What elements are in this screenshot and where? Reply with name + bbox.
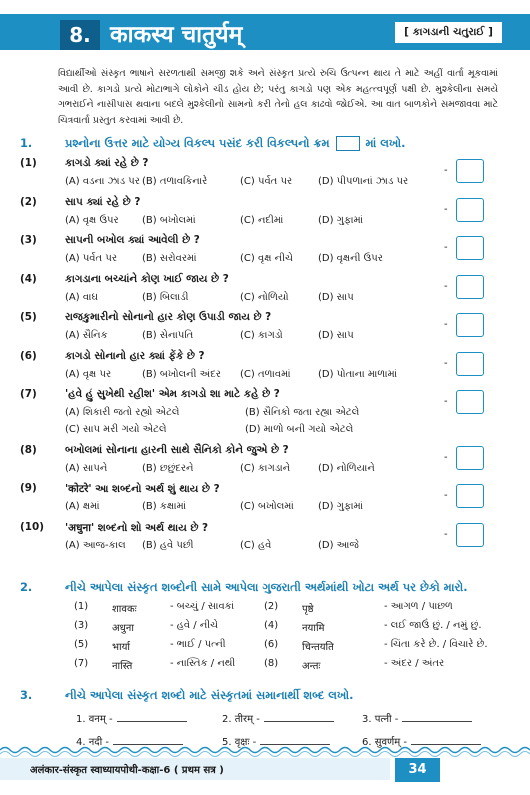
question-text: 'अधुना' શબ્દનો શો અર્થ થાય છે ? <box>65 521 208 534</box>
chapter-header <box>0 0 530 60</box>
answer-box-sample <box>336 136 360 151</box>
pair-meaning[interactable]: - આગળ / પાછળ <box>384 601 453 612</box>
question-option: (D) માળો બની ગયો એટલે <box>245 424 354 435</box>
question-option: (A) વાઘ <box>65 291 99 303</box>
question-option: (C) પર્વત પર <box>240 176 293 187</box>
pair-meaning[interactable]: - બચ્ચું / સાવકાં <box>170 601 235 612</box>
answer-box[interactable] <box>456 352 484 376</box>
question-option: (A) પર્વત પર <box>65 253 118 264</box>
fill-dash: - <box>249 737 257 748</box>
question-text: કાગડાના બચ્ચાંને કોણ ખાઈ જાય છે ? <box>65 272 229 285</box>
question-text: કાગડો ક્યાં રહે છે ? <box>65 157 149 169</box>
section-2-number: 2. <box>20 580 33 594</box>
pair-number: (2) <box>264 601 279 612</box>
fill-blank[interactable] <box>411 736 481 745</box>
question-text: 'कोटरे' આ શબ્દનો અર્થ શું થાય છે ? <box>65 483 220 495</box>
pair-number: (6) <box>264 639 279 650</box>
sanskrit-word: नास्ति <box>112 661 133 672</box>
question-option: (C) બખોલમાં <box>240 501 294 512</box>
answer-dash: - <box>444 203 448 215</box>
sanskrit-word: नयामि <box>302 623 325 634</box>
question-number: (9) <box>20 482 37 494</box>
sanskrit-word: पृष्ठे <box>302 604 314 615</box>
sanskrit-word: शावकः <box>112 604 137 615</box>
question-number: (4) <box>20 272 37 285</box>
sanskrit-word: अधुना <box>112 623 134 634</box>
question-text: કાગડો સોનાનો હાર ક્યાં ફેંકે છે ? <box>65 349 205 362</box>
question-option: (A) સૈનિક <box>65 330 108 341</box>
question-option: (C) સાપ મરી ગયો એટલે <box>65 424 167 435</box>
answer-box[interactable] <box>456 198 484 222</box>
chapter-title: काकस्य चातुर्यम् <box>110 22 243 48</box>
fill-blank[interactable] <box>264 713 334 722</box>
question-text: બખોલમાં સોનાના હારની સાથે સૈનિકો કોને જુએ છે ? <box>65 443 289 456</box>
question-option: (D) સાપ <box>318 330 354 341</box>
question-option: (B) સૈનિકો જતા રહ્યા એટલે <box>245 407 360 418</box>
section-3-number: 3. <box>20 688 33 702</box>
pair-number: (7) <box>74 658 89 669</box>
question-option: (A) વૃક્ષ પર <box>65 368 112 380</box>
pair-meaning[interactable]: - લઈ જાઉં છું. / નમું છું. <box>384 620 482 631</box>
pair-meaning[interactable]: - ભાઈ / પત્ની <box>170 639 226 650</box>
question-text: 'હવે હું સુખેથી રહીશ' એમ કાગડો શા માટે કહે છે ? <box>65 388 280 400</box>
answer-dash: - <box>444 396 448 407</box>
question-option: (C) કાગડાને <box>240 462 291 474</box>
pair-number: (4) <box>264 620 279 631</box>
question-option: (A) ક્ષમાં <box>65 501 100 512</box>
answer-dash: - <box>444 357 448 369</box>
answer-box[interactable] <box>456 484 484 508</box>
question-option: (D) સાપ <box>318 291 354 303</box>
intro-paragraph: વિદ્યાર્થીઓ સંસ્કૃત ભાષાને સરળતાથી સમજી શકે અને સંસ્કૃત પ્રત્યે રુચિ ઉત્પન્ન થાય તે માટે અહીં વાર્તા મૂકવામાં આવી છે. કાગડો પ્રત્યે મોટાભાગે લોકોને ચીડ હોય છે; પરંતુ કાગડો પણ એક મહત્ત્વપૂર્ણ પક્ષી છે. મુશ્કેલીના સમયે ગભરાઈને નાસીપાસ થવાના બદલે મુશ્કેલીનો સામનો કરી તેનો હલ કાઢવો જોઈએ. આ વાત બાળકોને સમજાવવા માટે ચિત્રવાર્તા પ્રસ્તુત કરવામાં આવી છે. <box>58 68 498 126</box>
answer-dash: - <box>444 451 448 463</box>
fill-dash: - <box>400 737 408 748</box>
question-option: (B) કક્ષામાં <box>142 501 187 512</box>
pair-meaning[interactable]: - અંદર / અંતર <box>384 658 445 669</box>
pair-number: (5) <box>74 639 89 650</box>
question-option: (D) ગુફામાં <box>318 214 364 226</box>
sanskrit-word: अन्तः <box>302 661 321 672</box>
pair-meaning[interactable]: - ચિંતા કરે છે. / વિચારે છે. <box>384 639 488 650</box>
question-number: (8) <box>20 443 37 456</box>
fill-blank[interactable] <box>260 736 330 745</box>
question-option: (D) નોળિયાને <box>318 462 375 474</box>
question-option: (C) વૃક્ષ નીચે <box>240 253 293 264</box>
answer-dash: - <box>444 490 448 501</box>
section-1-text-b: માં લખો. <box>365 136 406 150</box>
answer-box[interactable] <box>456 236 484 260</box>
question-option: (A) આજ-કાલ <box>65 539 126 551</box>
question-option: (A) સાપને <box>65 462 108 474</box>
question-option: (B) તળાવકિનારે <box>142 176 208 187</box>
fill-label: 4. नदी <box>76 737 103 748</box>
question-text: સાપની બખોલ ક્યાં આવેલી છે ? <box>65 234 200 246</box>
question-option: (B) છછુંદરને <box>142 462 194 474</box>
fill-dash: - <box>391 714 399 725</box>
question-option: (B) સેનાપતિ <box>142 330 194 341</box>
answer-dash: - <box>444 319 448 330</box>
fill-label: 6. सुवर्णम् <box>362 737 401 748</box>
question-option: (C) હવે <box>240 539 272 551</box>
fill-blank[interactable] <box>117 713 187 722</box>
section-2-heading <box>20 578 468 596</box>
fill-dash: - <box>102 737 109 748</box>
chapter-subtitle: [ કાગડાની ચતુરાઈ ] <box>395 22 502 43</box>
question-option: (B) બખોલમાં <box>142 214 196 226</box>
fill-label: 2. तीरम् <box>222 714 254 725</box>
question-option: (C) નોળિયો <box>240 291 289 303</box>
question-number: (5) <box>20 311 37 323</box>
pair-number: (3) <box>74 620 89 631</box>
fill-label: 5. वृक्षः <box>222 737 250 748</box>
question-option: (B) બિલાડી <box>142 291 189 303</box>
fill-item <box>76 711 187 725</box>
section-1-number: 1. <box>20 136 33 150</box>
answer-box[interactable] <box>456 523 484 547</box>
question-number: (2) <box>20 195 37 208</box>
question-option: (A) વડના ઝાડ પર <box>65 176 140 187</box>
fill-blank[interactable] <box>113 736 183 745</box>
question-number: (3) <box>20 234 37 246</box>
section-1-heading <box>20 134 405 152</box>
question-text: સાપ ક્યાં રહે છે ? <box>65 195 141 208</box>
answer-dash: - <box>444 165 448 176</box>
sanskrit-word: भार्या <box>112 642 131 653</box>
question-option: (C) નદીમાં <box>240 214 284 226</box>
fill-item <box>222 711 334 725</box>
question-text: રાજકુમારીનો સોનાનો હાર કોણ ઉપાડી જાય છે ? <box>65 311 272 323</box>
pair-meaning[interactable]: - હવે / નીચે <box>170 620 219 631</box>
question-option: (D) આજે <box>318 539 359 551</box>
question-option: (B) સરોવરમાં <box>142 253 197 264</box>
section-3-heading <box>20 686 353 704</box>
pair-meaning[interactable]: - નાસ્તિક / નથી <box>170 658 236 669</box>
question-number: (6) <box>20 349 37 362</box>
question-number: (10) <box>20 520 44 533</box>
page-number: 34 <box>395 758 440 782</box>
question-option: (D) પોતાના માળામાં <box>318 368 398 380</box>
question-option: (D) પીપળાનાં ઝાડ પર <box>318 176 409 187</box>
sanskrit-word: चिन्तयति <box>302 642 334 653</box>
answer-dash: - <box>444 280 448 292</box>
section-2-text: નીચે આપેલા સંસ્કૃત શબ્દોની સામે આપેલા ગુજરાતી અર્થમાંથી ખોટા અર્થ પર છેકો મારો. <box>65 580 468 594</box>
fill-dash: - <box>105 714 113 725</box>
question-option: (B) બખોલની અંદર <box>142 368 221 380</box>
answer-dash: - <box>444 528 448 540</box>
question-number: (1) <box>20 157 37 169</box>
section-1-text-a: પ્રશ્નોના ઉત્તર માટે યોગ્ય વિકલ્પ પસંદ કરી વિકલ્પનો ક્રમ <box>65 136 330 150</box>
answer-box[interactable] <box>456 159 484 183</box>
question-option: (A) શિકારી જતો રહ્યો એટલે <box>65 407 180 418</box>
question-option: (B) હવે પછી <box>142 539 194 551</box>
answer-box[interactable] <box>456 446 484 470</box>
pair-number: (8) <box>264 658 279 669</box>
chapter-number: 8. <box>60 20 100 50</box>
fill-item <box>362 711 472 725</box>
question-option: (D) ગુફામાં <box>318 501 364 512</box>
question-option: (D) વૃક્ષની ઉપર <box>318 253 383 264</box>
question-option: (A) વૃક્ષ ઉપર <box>65 214 119 226</box>
fill-dash: - <box>253 714 260 725</box>
answer-box[interactable] <box>456 275 484 299</box>
section-3-text: નીચે આપેલા સંસ્કૃત શબ્દો માટે સંસ્કૃતમાં સમાનાર્થી શબ્દ લખો. <box>65 688 354 702</box>
fill-label: 1. वनम् <box>76 714 106 725</box>
answer-dash: - <box>444 242 448 253</box>
wave-divider <box>0 745 530 759</box>
fill-label: 3. पत्नी <box>362 714 392 725</box>
footer-book-title: अलंकार-संस्कृत स्वाध्यायपोथी-कक्षा-6 ( प्रथम सत्र ) <box>30 765 224 776</box>
question-number: (7) <box>20 388 37 400</box>
answer-box[interactable] <box>456 390 484 414</box>
page-footer <box>0 758 530 784</box>
question-option: (C) તળાવમાં <box>240 368 291 380</box>
question-option: (C) કાગડો <box>240 330 283 341</box>
fill-blank[interactable] <box>402 713 472 722</box>
answer-box[interactable] <box>456 313 484 337</box>
pair-number: (1) <box>74 601 89 612</box>
